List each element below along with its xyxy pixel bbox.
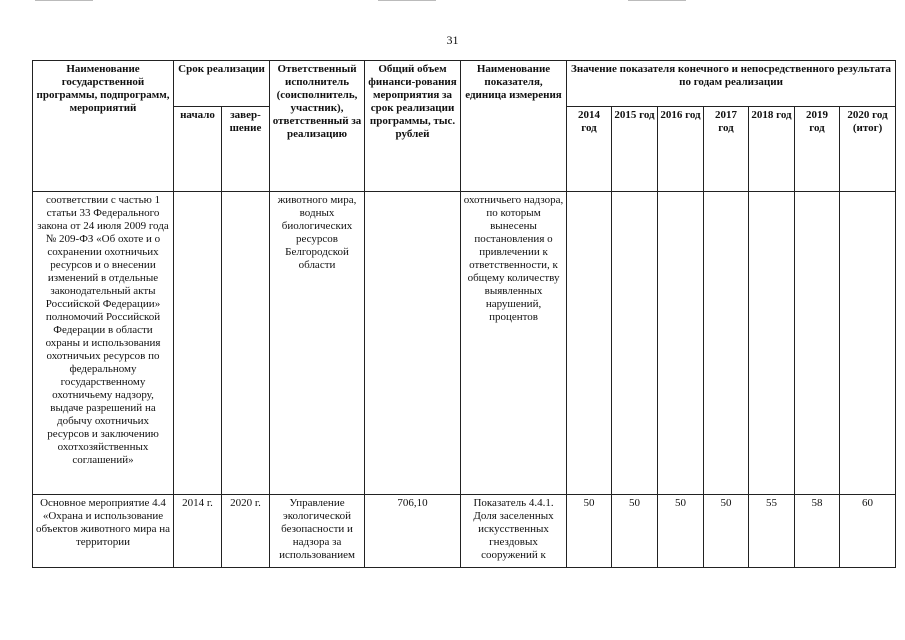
header-year: 2016 год	[658, 107, 704, 192]
header-year: 2017 год	[704, 107, 749, 192]
page-number: 31	[446, 33, 459, 47]
row-start-cell: 2014 г.	[174, 495, 222, 568]
header-row-top	[33, 61, 896, 107]
row-indicator-cell: охотничьего надзора, по которым вынесены постановления о привлечении к ответственности, к общему количеству выявленных нарушений, процентов	[461, 192, 567, 495]
header-name-col: Наименование государственной программы, подпрограмм, мероприятий	[33, 61, 174, 192]
table-row	[33, 192, 896, 495]
row-value-cell	[749, 192, 795, 495]
header-year: 2020 год (итог)	[840, 107, 896, 192]
header-year: 2018 год	[749, 107, 795, 192]
top-edge-line	[628, 0, 686, 1]
row-value-cell	[567, 192, 612, 495]
row-value-cell: 50	[704, 495, 749, 568]
header-values-title: Значение показателя конечного и непосредственного результата по годам реализации	[567, 61, 896, 107]
top-edge-line	[35, 0, 93, 1]
row-financing-cell	[365, 192, 461, 495]
table-row	[33, 495, 896, 568]
header-term: Срок реализации	[174, 61, 270, 107]
header-term-end: завер-шение	[222, 107, 270, 192]
row-executor-cell: Управление экологической безопасности и надзора за использованием	[270, 495, 365, 568]
program-table	[32, 60, 896, 568]
row-value-cell	[704, 192, 749, 495]
row-value-cell: 58	[795, 495, 840, 568]
header-year: 2014 год	[567, 107, 612, 192]
header-indicator: Наименование показателя, единица измерения	[461, 61, 567, 192]
header-financing: Общий объем финанси-рования мероприятия за срок реализации программы, тыс. рублей	[365, 61, 461, 192]
row-executor-cell: животного мира, водных биологических ресурсов Белгородской области	[270, 192, 365, 495]
row-value-cell	[840, 192, 896, 495]
row-value-cell	[795, 192, 840, 495]
header-year: 2015 год	[612, 107, 658, 192]
top-edge-line	[378, 0, 436, 1]
row-financing-cell: 706,10	[365, 495, 461, 568]
row-name-cell: соответствии с частью 1 статьи 33 Федерального закона от 24 июля 2009 года № 209-ФЗ «Об охоте и о сохранении охотничьих ресурсов и о внесении изменений в отдельные законодательный акты Российской Федерации» полномочий Российской Федерации в области охраны и использования охотничьих ресурсов по федеральному государственному охотничьему надзору, выдаче разрешений на добычу охотничьих ресурсов и заключению охотхозяйственных соглашений»	[33, 192, 174, 495]
row-value-cell	[658, 192, 704, 495]
row-start-cell	[174, 192, 222, 495]
row-value-cell: 55	[749, 495, 795, 568]
row-name-cell: Основное мероприятие 4.4 «Охрана и использование объектов животного мира на территории	[33, 495, 174, 568]
row-indicator-cell: Показатель 4.4.1. Доля заселенных искусственных гнездовых сооружений к	[461, 495, 567, 568]
row-end-cell	[222, 192, 270, 495]
row-value-cell: 50	[658, 495, 704, 568]
row-value-cell: 50	[612, 495, 658, 568]
row-value-cell: 60	[840, 495, 896, 568]
row-value-cell	[612, 192, 658, 495]
row-value-cell: 50	[567, 495, 612, 568]
header-year: 2019 год	[795, 107, 840, 192]
header-executor: Ответственный исполнитель (соисполнитель, участник), ответственный за реализацию	[270, 61, 365, 192]
row-end-cell: 2020 г.	[222, 495, 270, 568]
header-term-start: начало	[174, 107, 222, 192]
